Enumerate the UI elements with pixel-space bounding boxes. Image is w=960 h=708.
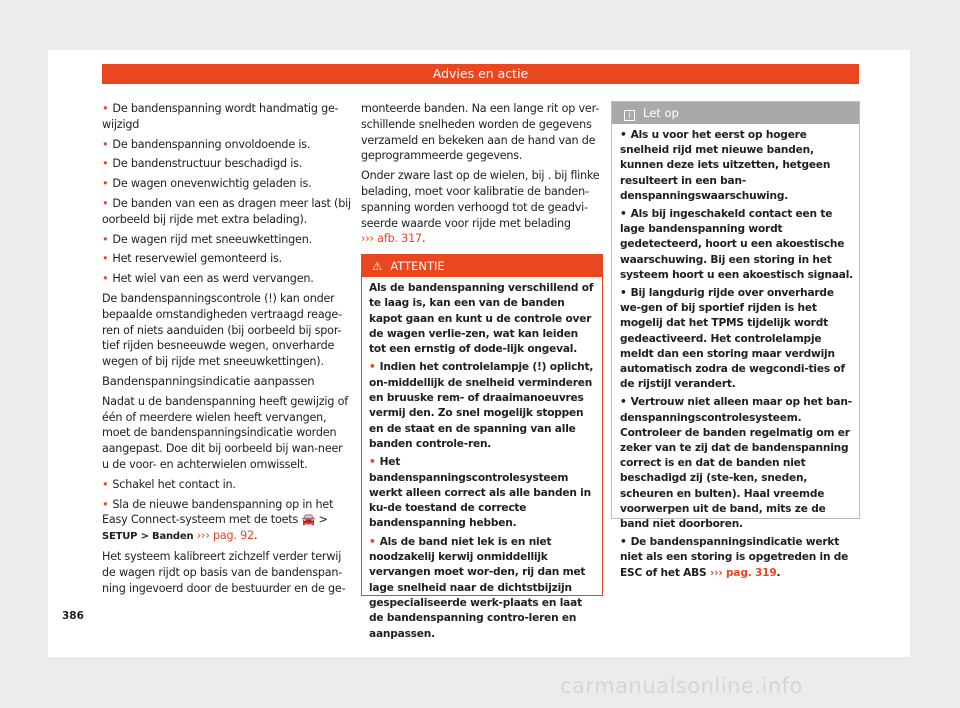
step-item: • Schakel het contact in. <box>102 477 236 491</box>
info-icon: i <box>624 110 635 121</box>
warning-intro: Als de bandenspanning verschillend of te laag is, kan een van de banden kapot gaan en kunt u de controle over de wagen verlie-zen, wat kan leiden tot een ernstig of dode-lijk ongeval. <box>369 282 594 356</box>
watermark: carmanualsonline.info <box>560 674 803 698</box>
note-item: • Als u voor het eerst op hogere snelheid rijd met nieuwe banden, kunnen deze iets uitzetten, hetgeen resulteert in een ban-denspanningswaarschuwing. <box>620 129 831 202</box>
list-item: • De wagen rijd met sneeuwkettingen. <box>102 232 312 246</box>
list-item: • Het wiel van een as werd vervangen. <box>102 272 314 286</box>
list-item: • De bandenspanning wordt handmatig ge-wijzigd <box>102 102 339 131</box>
note-item: • Vertrouw niet alleen maar op het ban-denspanningscontrolesysteem. Controleer de banden regelmatig om er zeker van te zij dat de bandenspanning correct is en dat de banden niet beschadigd zij (ste-ken, sneden, scheuren en bulten). Haal vreemde voorwerpen uit de band, mits ze de band niet doorboren. <box>620 396 852 531</box>
warning-item: • Het bandenspanningscontrolesysteem werkt alleen correct als alle banden in ku-de toestand de correcte bandenspanning hebben. <box>369 456 591 530</box>
warning-triangle-icon: ⚠ <box>372 259 383 273</box>
page-number: 386 <box>62 610 84 622</box>
list-item: • De wagen onevenwichtig geladen is. <box>102 177 312 191</box>
warning-item: • Indien het controlelampje (!) oplicht, on-middellijk de snelheid verminderen en bruuske rem- of draaimanoeuvres vermij den. Zo snel mogelijk stoppen en de staat en de spanning van alle banden controle-ren. <box>369 361 594 450</box>
warning-header: ⚠ ATTENTIE <box>362 255 602 277</box>
note-item: • Als bij ingeschakeld contact een te lage bandenspanning wordt gedetecteerd, hoort u een akoestische waarschuwing. Bij een storing in het systeem hoort u een akoestisch signaal. <box>620 208 853 281</box>
list-item: • De bandenspanning onvoldoende is. <box>102 137 311 151</box>
note-header: i Let op <box>612 102 859 124</box>
note-item: • Bij langdurig rijde over onverharde we-gen of bij sportief rijden is het mogelij dat het TPMS tijdelijk wordt gedeactiveerd. Het controlelampje meldt dan een storing maar verdwijn automatisch zodra de wegcondi-ties of de rijstijl verandert. <box>620 287 845 391</box>
car-menu-icon: 🚘 > <box>301 513 328 527</box>
step-item: • Sla de nieuwe bandenspanning op in het Easy Connect-systeem met de toets 🚘 > SETUP > Banden ››› pag. 92. <box>102 497 334 543</box>
note-box <box>611 101 860 579</box>
column-2 <box>361 101 601 251</box>
paragraph: Nadat u de bandenspanning heeft gewijzig of één of meerdere wielen heeft vervangen, moet de bandenspanningsindicatie worden aangepast. Doe dit bij oorbeeld bij wan-neer u de voor- en achterwielen omwisselt. <box>102 394 348 471</box>
section-header: Advies en actie <box>102 64 859 84</box>
page-link[interactable]: ››› pag. 319 <box>710 566 777 579</box>
page-link[interactable]: ››› pag. 92 <box>196 529 254 543</box>
note-item: • De bandenspanningsindicatie werkt niet als een storing is opgetreden in de ESC of het ABS ››› pag. 319. <box>620 536 849 579</box>
paragraph: Onder zware last op de wielen, bij . bij flinke belading, moet voor kalibratie de banden-spanning worden verhoogd tot de geadvi-seerde waarde voor rijde met belading ››› afb. 317. <box>361 169 600 246</box>
paragraph: monteerde banden. Na een lange rit op ver-schillende snelheden worden de gegevens verzameld en bekeken aan de hand van de geprogrammeerde gegevens. <box>361 102 600 163</box>
list-item: • De banden van een as dragen meer last (bij oorbeeld bij rijde met extra belading). <box>102 196 351 226</box>
list-item: • De bandenstructuur beschadigd is. <box>102 157 303 171</box>
warning-item: • Als de band niet lek is en niet noodzakelij kerwij onmiddellijk vervangen moet wor-den, rij dan met lage snelheid naar de dichtstbijzijn gespecialiseerde werk-plaats en laat de bandenspanning contro-leren en aanpassen. <box>369 535 586 640</box>
subheading: Bandenspanningsindicatie aanpassen <box>102 373 315 388</box>
warning-box <box>361 254 603 640</box>
list-item: • Het reservewiel gemonteerd is. <box>102 252 283 266</box>
column-1 <box>102 101 352 600</box>
paragraph: Het systeem kalibreert zichzelf verder terwij de wagen rijdt op basis van de bandenspan-ning ingevoerd door de bestuurder en de ge- <box>102 549 346 595</box>
figure-link[interactable]: ››› afb. 317 <box>361 232 422 246</box>
paragraph: De bandenspanningscontrole (!) kan onder bepaalde omstandigheden vertraagd reage-ren of niets aanduiden (bij oorbeeld bij spor-tief rijden besneeuwde wegen, onverharde wegen of bij rijde met sneeuwkettingen). <box>102 291 342 369</box>
